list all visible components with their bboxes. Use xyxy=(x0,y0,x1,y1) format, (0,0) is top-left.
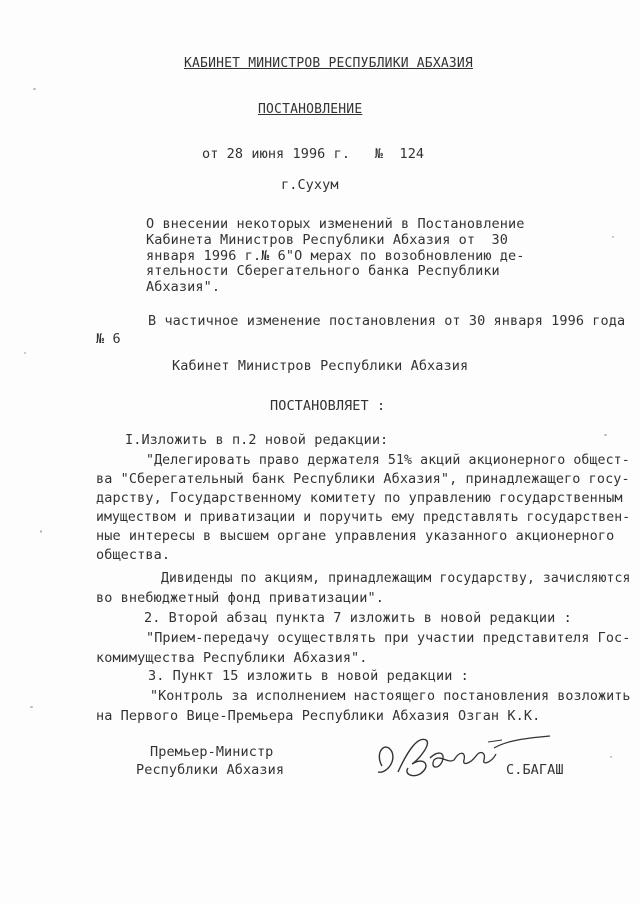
cabinet-header: КАБИНЕТ МИНИСТРОВ РЕСПУБЛИКИ АБХАЗИЯ xyxy=(184,56,473,71)
city: г.Сухум xyxy=(281,177,339,193)
subject-line: ятельности Сберегательного банка Республики xyxy=(146,263,500,279)
decree-word: ПОСТАНОВЛЯЕТ : xyxy=(270,398,386,414)
paper-speck xyxy=(30,706,33,708)
paper-speck xyxy=(40,530,42,533)
body-line: 2. Второй абзац пункта 7 изложить в новой редакции : xyxy=(144,610,572,626)
body-line: имуществом и приватизации и поручить ему представлять государствен- xyxy=(96,509,631,525)
paper-speck xyxy=(33,88,36,90)
date-and-number: от 28 июня 1996 г. № 124 xyxy=(202,146,425,162)
body-line: "Прием-передачу осуществлять при участии представителя Гос- xyxy=(146,630,631,646)
signatory-name: С.БАГАШ xyxy=(506,762,564,778)
body-line: Дивиденды по акциям, принадлежащим государству, зачисляются xyxy=(161,570,631,586)
body-line: во внебюджетный фонд приватизации". xyxy=(96,590,384,606)
signatory-title: Республики Абхазия xyxy=(136,762,285,778)
paper-speck xyxy=(612,236,614,238)
document-type: ПОСТАНОВЛЕНИЕ xyxy=(258,102,363,117)
body-line: "Контроль за исполнением настоящего постановления возложить xyxy=(150,688,631,704)
subject-line: О внесении некоторых изменений в Постановление xyxy=(146,216,525,232)
intro-line: В частичное изменение постановления от 30 января 1996 года xyxy=(148,313,626,329)
body-line: 3. Пункт 15 изложить в новой редакции : xyxy=(148,668,469,684)
subject-line: Кабинета Министров Республики Абхазия от 30 xyxy=(146,232,509,248)
paper-speck xyxy=(610,756,612,758)
body-line: "Делегировать право держателя 51% акций акционерного общест- xyxy=(146,452,630,468)
body-line: ва "Сберегательный банк Республики Абхазия", принадлежащего госу- xyxy=(96,471,630,487)
authority: Кабинет Министров Республики Абхазия xyxy=(172,358,469,374)
body-line: I.Изложить в п.2 новой редакции: xyxy=(125,432,389,448)
body-line: дарству, Государственному комитету по управлению государственным xyxy=(96,490,623,506)
handwritten-signature xyxy=(368,722,558,786)
intro-line: № 6 xyxy=(96,331,121,347)
body-line: общества. xyxy=(96,547,171,563)
body-line: ные интересы в высшем органе управления указанного акционерного xyxy=(96,528,615,544)
paper-speck xyxy=(604,434,607,436)
paper-speck xyxy=(24,352,26,354)
body-line: на Первого Вице-Премьера Республики Абхазия Озган К.К. xyxy=(96,708,541,724)
body-line: комимущества Республики Абхазия". xyxy=(96,650,368,666)
subject-line: января 1996 г.№ 6"О мерах по возобновлению де- xyxy=(146,248,525,264)
subject-line: Абхазия". xyxy=(146,279,221,295)
signatory-title: Премьер-Министр xyxy=(150,744,274,760)
